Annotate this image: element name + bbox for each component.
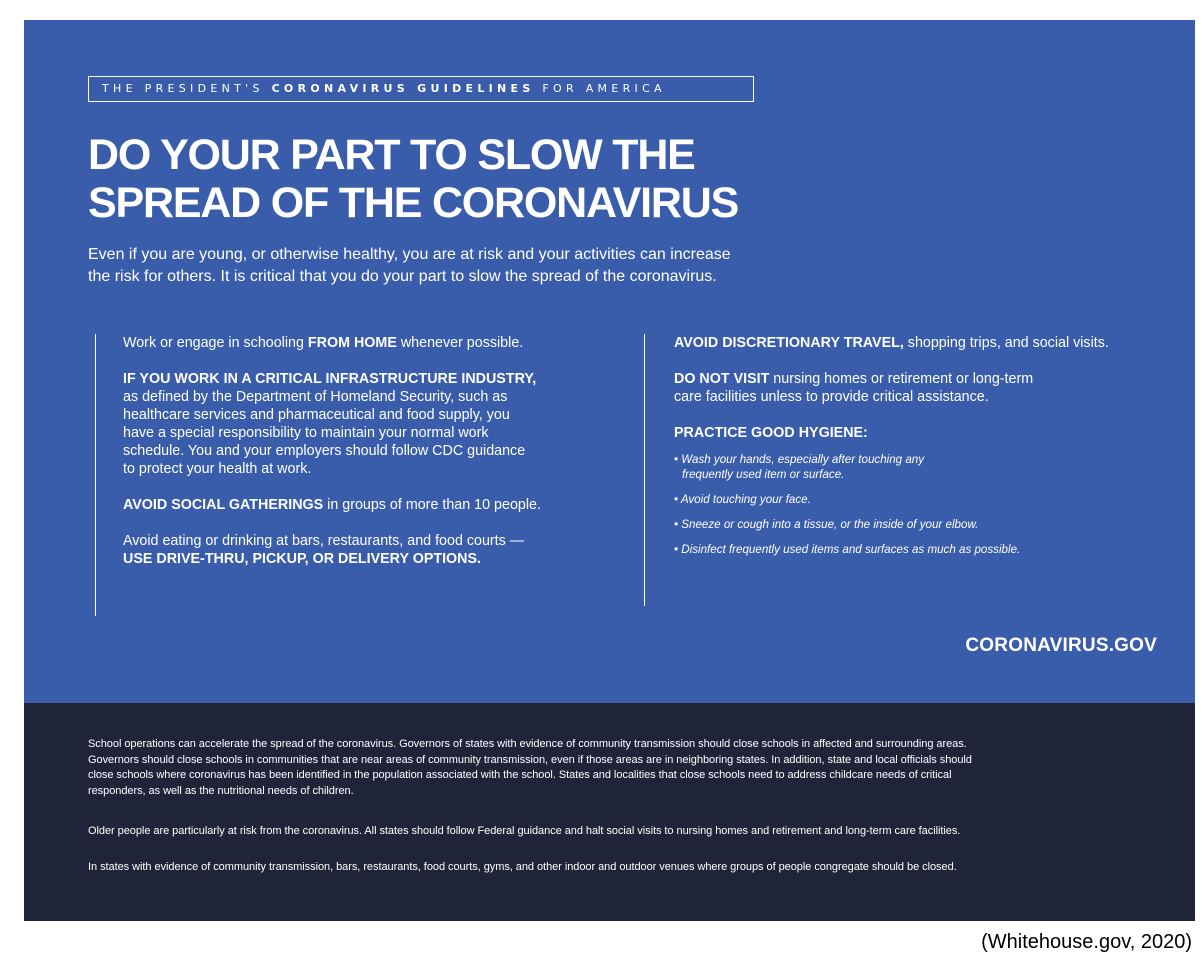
critical-infrastructure-line: as defined by the Department of Homeland Security, such as — [123, 389, 508, 405]
hygiene-bullet — [674, 542, 1164, 557]
hygiene-heading-text: PRACTICE GOOD HYGIENE: — [674, 425, 868, 441]
schools-line: School operations can accelerate the spread of the coronavirus. Governors of states with evidence of community transmission should close schools in affected and surrounding areas. — [88, 738, 967, 750]
travel-post: shopping trips, and social visits. — [903, 335, 1109, 351]
guidelines-poster — [24, 20, 1195, 921]
left-column — [95, 334, 595, 616]
critical-infrastructure-line: schedule. You and your employers should follow CDC guidance — [123, 443, 526, 459]
nursing-home-post-1: nursing homes or retirement or long-term — [769, 371, 1034, 387]
website-label: CORONAVIRUS.GOV — [965, 635, 1157, 656]
intro-line-1: Even if you are young, or otherwise healthy, you are at risk and your activities can increase — [88, 246, 731, 263]
kicker-post: FOR AMERICA — [542, 82, 666, 95]
schools-paragraph — [88, 737, 1148, 799]
blue-panel — [24, 20, 1195, 703]
source-credit: (Whitehouse.gov, 2020) — [981, 931, 1192, 953]
travel-item — [674, 334, 1164, 352]
bullet-line: • Wash your hands, especially after touching any — [674, 453, 925, 466]
bullet-line: • Sneeze or cough into a tissue, or the inside of your elbow. — [674, 518, 979, 531]
intro-text — [88, 244, 848, 288]
headline — [88, 131, 868, 227]
dining-pre: Avoid eating or drinking at bars, restaurants, and food courts — — [123, 533, 525, 549]
bullet-line: • Disinfect frequently used items and surfaces as much as possible. — [674, 543, 1021, 556]
intro-line-2: the risk for others. It is critical that you do your part to slow the spread of the coronavirus. — [88, 268, 717, 285]
critical-infrastructure-line: have a special responsibility to maintain your normal work — [123, 425, 489, 441]
hygiene-heading — [674, 424, 1164, 442]
hygiene-bullet — [674, 452, 1164, 482]
hygiene-bullet — [674, 517, 1164, 532]
social-gatherings-item — [123, 496, 595, 514]
critical-infrastructure-line: to protect your health at work. — [123, 461, 312, 477]
hygiene-bullet — [674, 492, 1164, 507]
footer-panel — [24, 703, 1195, 921]
schools-line: responders, as well as the nutritional needs of children. — [88, 784, 354, 797]
nursing-home-item — [674, 370, 1164, 406]
travel-bold: AVOID DISCRETIONARY TRAVEL, — [674, 335, 904, 351]
kicker-banner — [88, 76, 754, 102]
right-column — [644, 334, 1164, 606]
critical-infrastructure-bold: IF YOU WORK IN A CRITICAL INFRASTRUCTURE INDUSTRY, — [123, 371, 537, 387]
critical-infrastructure-item — [123, 370, 595, 478]
dining-item — [123, 532, 595, 568]
venues-paragraph: In states with evidence of community transmission, bars, restaurants, food courts, gyms, and other indoor and outdoor venues where groups of people congregate should be closed. — [88, 861, 957, 873]
kicker-pre: THE PRESIDENT'S — [102, 82, 264, 95]
schools-line: close schools where coronavirus has been identified in the population associated with the school. States and localities that close schools need to address childcare needs of critical — [88, 769, 952, 781]
kicker-bold: CORONAVIRUS GUIDELINES — [271, 82, 535, 95]
bullet-line: • Avoid touching your face. — [674, 493, 811, 506]
social-gatherings-post: in groups of more than 10 people. — [323, 497, 541, 513]
social-gatherings-bold: AVOID SOCIAL GATHERINGS — [123, 497, 324, 513]
headline-line-2: SPREAD OF THE CORONAVIRUS — [88, 179, 739, 227]
wfh-bold: FROM HOME — [307, 335, 397, 351]
older-people-paragraph: Older people are particularly at risk from the coronavirus. All states should follow Federal guidance and halt social visits to nursing homes and retirement and long-term care facilities. — [88, 825, 961, 837]
dining-bold: USE DRIVE-THRU, PICKUP, OR DELIVERY OPTIONS. — [123, 551, 482, 567]
work-from-home-item — [123, 334, 595, 352]
nursing-home-bold: DO NOT VISIT — [674, 371, 770, 387]
nursing-home-post-2: care facilities unless to provide critical assistance. — [674, 389, 989, 405]
bullet-line: frequently used item or surface. — [682, 468, 845, 481]
critical-infrastructure-line: healthcare services and pharmaceutical and food supply, you — [123, 407, 510, 423]
schools-line: Governors should close schools in communities that are near areas of community transmission, even if those areas are in neighboring states. In addition, state and local officials should — [88, 753, 972, 766]
headline-line-1: DO YOUR PART TO SLOW THE — [88, 131, 695, 179]
wfh-post: whenever possible. — [396, 335, 524, 351]
wfh-pre: Work or engage in schooling — [123, 335, 308, 351]
